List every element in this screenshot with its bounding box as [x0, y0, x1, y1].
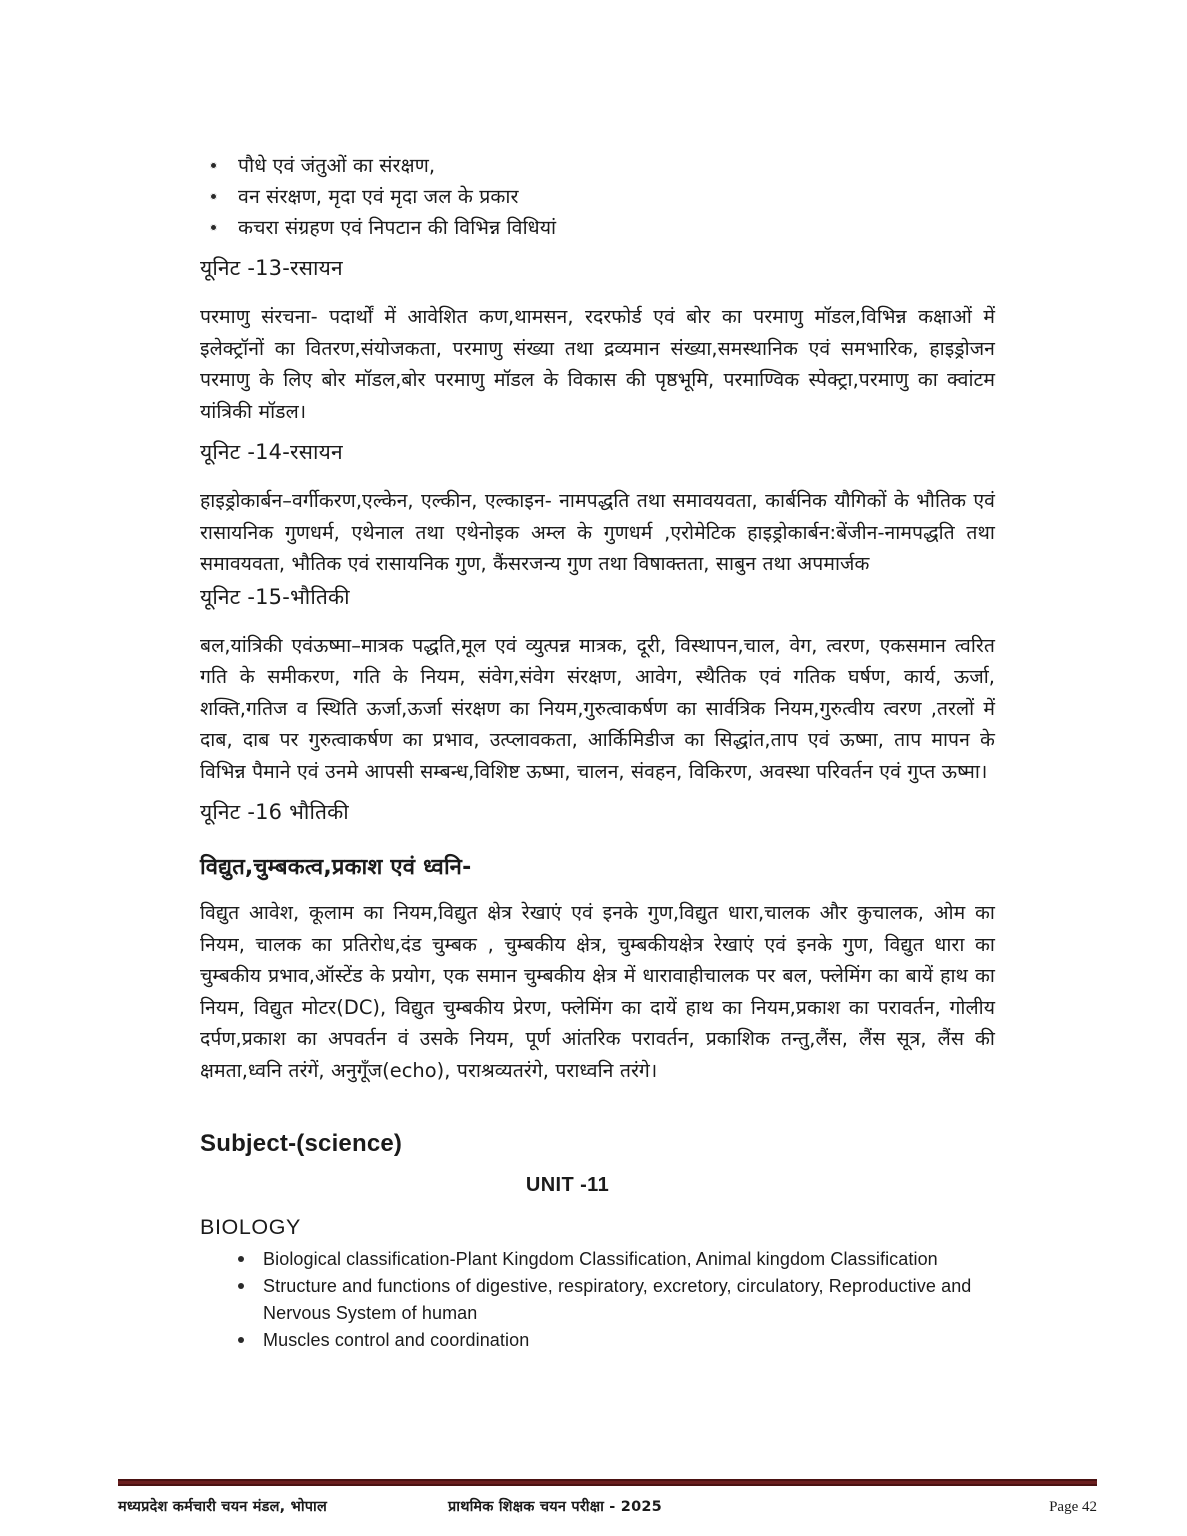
- footer-divider: [118, 1479, 1097, 1486]
- list-item-text: Muscles control and coordination: [263, 1330, 530, 1350]
- bullet-icon: [238, 1256, 244, 1262]
- unit-16-subheading: विद्युत,चुम्बकत्व,प्रकाश एवं ध्वनि-: [200, 855, 472, 880]
- biology-section-title: BIOLOGY: [200, 1215, 301, 1239]
- unit-16-body: विद्युत आवेश, कूलाम का नियम,विद्युत क्षेत्र रेखाएं एवं इनके गुण,विद्युत धारा,चालक और कुचालक, ओम का नियम, चालक का प्रतिरोध,दंड चुम्बक , चुम्बकीय क्षेत्र, चुम्बकीयक्षेत्र रेखाएं एवं इनके गुण, विद्युत धारा का चुम्बकीय प्रभाव,ऑस्टेंड के प्रयोग, एक समान चुम्बकीय क्षेत्र में धारावाहीचालक पर बल, फ्लेमिंग का बायें हाथ का नियम, विद्युत मोटर(DC), विद्युत चुम्बकीय प्रेरण, फ्लेमिंग का दायें हाथ का नियम,प्रकाश का परावर्तन, गोलीय दर्पण,प्रकाश का अपवर्तन वं उसके नियम, पूर्ण आंतरिक परावर्तन, प्रकाशिक तन्तु,लैंस, लैंस सूत्र, लैंस की क्षमता,ध्वनि तरंगें, अनुगूँज(echo), पराश्रव्यतरंगे, पराध्वनि तरंगे।: [200, 901, 995, 1082]
- unit-15-heading: यूनिट -15-भौतिकी: [200, 584, 350, 609]
- bullet-icon: [238, 1337, 244, 1343]
- footer-organization: मध्यप्रदेश कर्मचारी चयन मंडल, भोपाल: [118, 1499, 327, 1515]
- list-item-text: पौधे एवं जंतुओं का संरक्षण,: [238, 154, 436, 177]
- list-item-text: Structure and functions of digestive, respiratory, excretory, circulatory, Reproductive and Nervous System of human: [263, 1276, 972, 1323]
- unit-15-body: बल,यांत्रिकी एवंऊष्मा–मात्रक पद्धति,मूल एवं व्युत्पन्न मात्रक, दूरी, विस्थापन,चाल, वेग, त्वरण, एकसमान त्वरित गति के समीकरण, गति के नियम, संवेग,संवेग संरक्षण, आवेग, स्थैतिक एवं गतिक घर्षण, कार्य, ऊर्जा, शक्ति,गतिज व स्थिति ऊर्जा,ऊर्जा संरक्षण का नियम,गुरुत्वाकर्षण का सार्वत्रिक नियम,गुरुत्वीय त्वरण ,तरलों में दाब, दाब पर गुरुत्वाकर्षण का प्रभाव, उत्प्लावकता, आर्किमिडीज का सिद्धांत,ताप एवं ऊष्मा, ताप मापन के विभिन्न पैमाने एवं उनमे आपसी सम्बन्ध,विशिष्ट ऊष्मा, चालन, संवहन, विकिरण, अवस्था परिवर्तन एवं गुप्त ऊष्मा।: [200, 633, 995, 783]
- list-item-text: कचरा संग्रहण एवं निपटान की विभिन्न विधियां: [238, 216, 557, 239]
- list-item: [200, 181, 995, 212]
- unit-16-heading: यूनिट -16 भौतिकी: [200, 800, 349, 824]
- footer-exam-name: प्राथमिक शिक्षक चयन परीक्षा - 2025: [448, 1499, 662, 1515]
- unit-13-heading: यूनिट -13-रसायन: [200, 256, 343, 280]
- list-item: [200, 1246, 995, 1273]
- list-item-text: वन संरक्षण, मृदा एवं मृदा जल के प्रकार: [238, 185, 519, 208]
- list-item: [200, 150, 995, 181]
- list-item: [200, 1273, 995, 1327]
- bullet-icon: [210, 193, 217, 200]
- page-footer: [118, 1479, 1097, 1516]
- page-content: [200, 150, 995, 1354]
- unit-13-body: परमाणु संरचना- पदार्थों में आवेशित कण,थामसन, रदरफोर्ड एवं बोर का परमाणु मॉडल,विभिन्न कक्षाओं में इलेक्ट्रॉनों का वितरण,संयोजकता, परमाणु संख्या तथा द्रव्यमान संख्या,समस्थानिक एवं समभारिक, हाइड्रोजन परमाणु के लिए बोर मॉडल,बोर परमाणु मॉडल के विकास की पृष्ठभूमि, परमाण्विक स्पेक्ट्रा,परमाणु का क्वांटम यांत्रिकी मॉडल।: [200, 305, 995, 423]
- list-item-text: Biological classification-Plant Kingdom Classification, Animal kingdom Classification: [263, 1249, 938, 1269]
- bullet-icon: [210, 162, 217, 169]
- unit-14-body: हाइड्रोकार्बन–वर्गीकरण,एल्केन, एल्कीन, एल्काइन- नामपद्धति तथा समावयवता, कार्बनिक यौगिकों के भौतिक एवं रासायनिक गुणधर्म, एथेनाल तथा एथेनोइक अम्ल के गुणधर्म ,एरोमेटिक हाइड्रोकार्बन:बेंजीन-नामपद्धति तथा समावयवता, भौतिक एवं रासायनिक गुण, कैंसरजन्य गुण तथा विषाक्तता, साबुन तथा अपमार्जक: [200, 489, 995, 575]
- bullet-icon: [210, 224, 217, 231]
- bullet-icon: [238, 1283, 244, 1289]
- list-item: [200, 212, 995, 243]
- biology-bullet-list: [200, 1246, 995, 1354]
- unit-14-heading: यूनिट -14-रसायन: [200, 440, 343, 464]
- top-bullet-list: [200, 150, 995, 243]
- unit-11-label: UNIT -11: [525, 1174, 610, 1196]
- page-number: Page 42: [1049, 1499, 1097, 1515]
- subject-title: Subject-(science): [200, 1130, 403, 1157]
- list-item: [200, 1327, 995, 1354]
- footer-row: [118, 1496, 1097, 1516]
